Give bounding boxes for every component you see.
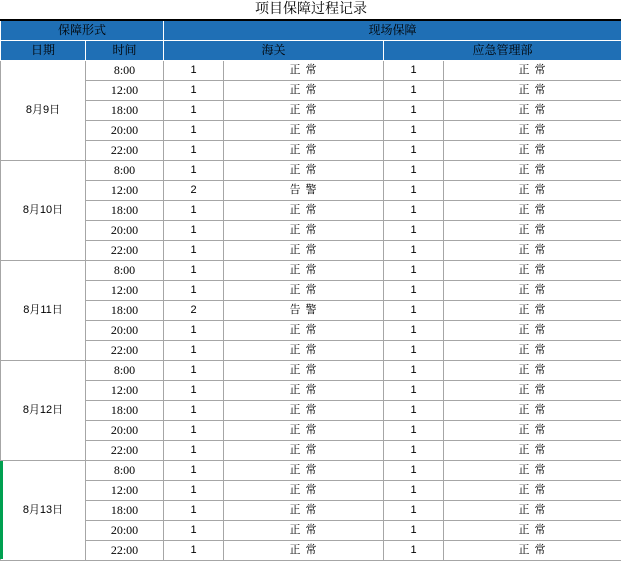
- customs-status-cell: 正 常: [224, 81, 384, 101]
- time-cell: 12:00: [86, 481, 164, 501]
- emergency-status-cell: 正 常: [444, 321, 621, 341]
- time-cell: 20:00: [86, 521, 164, 541]
- time-cell: 22:00: [86, 541, 164, 561]
- time-cell: 22:00: [86, 141, 164, 161]
- row-marker-strip: [0, 461, 3, 559]
- time-cell: 20:00: [86, 421, 164, 441]
- emergency-count-cell: 1: [384, 221, 444, 241]
- emergency-count-cell: 1: [384, 201, 444, 221]
- emergency-status-cell: 正 常: [444, 241, 621, 261]
- emergency-count-cell: 1: [384, 61, 444, 81]
- emergency-count-cell: 1: [384, 141, 444, 161]
- time-cell: 22:00: [86, 441, 164, 461]
- emergency-count-cell: 1: [384, 521, 444, 541]
- table-row: [1, 181, 621, 201]
- customs-status-cell: 告 警: [224, 181, 384, 201]
- emergency-status-cell: 正 常: [444, 281, 621, 301]
- time-cell: 18:00: [86, 401, 164, 421]
- table-row: [1, 261, 621, 281]
- customs-count-cell: 1: [164, 401, 224, 421]
- customs-count-cell: 1: [164, 221, 224, 241]
- emergency-status-cell: 正 常: [444, 61, 621, 81]
- customs-status-cell: 正 常: [224, 141, 384, 161]
- time-cell: 12:00: [86, 181, 164, 201]
- customs-count-cell: 1: [164, 341, 224, 361]
- customs-status-cell: 正 常: [224, 321, 384, 341]
- emergency-status-cell: 正 常: [444, 461, 621, 481]
- emergency-count-cell: 1: [384, 321, 444, 341]
- table-row: [1, 381, 621, 401]
- time-cell: 8:00: [86, 461, 164, 481]
- table-row: [1, 441, 621, 461]
- time-cell: 8:00: [86, 161, 164, 181]
- header-onsite-support: 现场保障: [164, 20, 621, 41]
- time-cell: 20:00: [86, 221, 164, 241]
- customs-status-cell: 正 常: [224, 101, 384, 121]
- emergency-count-cell: 1: [384, 381, 444, 401]
- emergency-status-cell: 正 常: [444, 381, 621, 401]
- customs-status-cell: 正 常: [224, 221, 384, 241]
- title-row: [1, 0, 621, 20]
- date-cell: 8月12日: [1, 361, 86, 461]
- customs-count-cell: 1: [164, 461, 224, 481]
- customs-status-cell: 正 常: [224, 341, 384, 361]
- emergency-status-cell: 正 常: [444, 121, 621, 141]
- customs-status-cell: 正 常: [224, 241, 384, 261]
- emergency-count-cell: 1: [384, 421, 444, 441]
- emergency-count-cell: 1: [384, 501, 444, 521]
- emergency-status-cell: 正 常: [444, 441, 621, 461]
- customs-count-cell: 1: [164, 141, 224, 161]
- emergency-count-cell: 1: [384, 401, 444, 421]
- emergency-status-cell: 正 常: [444, 221, 621, 241]
- table-row: [1, 221, 621, 241]
- table-row: [1, 321, 621, 341]
- emergency-count-cell: 1: [384, 261, 444, 281]
- emergency-status-cell: 正 常: [444, 541, 621, 561]
- customs-count-cell: 1: [164, 521, 224, 541]
- header-customs: 海关: [164, 41, 384, 61]
- table-row: [1, 341, 621, 361]
- emergency-status-cell: 正 常: [444, 201, 621, 221]
- customs-count-cell: 1: [164, 121, 224, 141]
- customs-count-cell: 1: [164, 101, 224, 121]
- emergency-status-cell: 正 常: [444, 361, 621, 381]
- emergency-count-cell: 1: [384, 461, 444, 481]
- emergency-status-cell: 正 常: [444, 521, 621, 541]
- time-cell: 8:00: [86, 361, 164, 381]
- table-row: [1, 361, 621, 381]
- table-row: [1, 461, 621, 481]
- header-form-type: 保障形式: [1, 20, 164, 41]
- time-cell: 18:00: [86, 101, 164, 121]
- table-row: [1, 301, 621, 321]
- customs-status-cell: 正 常: [224, 501, 384, 521]
- customs-status-cell: 正 常: [224, 481, 384, 501]
- customs-count-cell: 1: [164, 541, 224, 561]
- time-cell: 20:00: [86, 121, 164, 141]
- customs-status-cell: 正 常: [224, 361, 384, 381]
- header-row-1: [1, 20, 621, 41]
- table-row: [1, 421, 621, 441]
- customs-count-cell: 1: [164, 381, 224, 401]
- table-row: [1, 121, 621, 141]
- customs-status-cell: 正 常: [224, 281, 384, 301]
- customs-count-cell: 1: [164, 241, 224, 261]
- customs-count-cell: 2: [164, 301, 224, 321]
- emergency-count-cell: 1: [384, 161, 444, 181]
- customs-status-cell: 正 常: [224, 401, 384, 421]
- header-date: 日期: [1, 41, 86, 61]
- customs-count-cell: 1: [164, 61, 224, 81]
- emergency-status-cell: 正 常: [444, 81, 621, 101]
- table-row: [1, 481, 621, 501]
- table-row: [1, 281, 621, 301]
- customs-status-cell: 正 常: [224, 61, 384, 81]
- customs-count-cell: 1: [164, 281, 224, 301]
- emergency-status-cell: 正 常: [444, 261, 621, 281]
- table-row: [1, 101, 621, 121]
- emergency-count-cell: 1: [384, 81, 444, 101]
- customs-status-cell: 正 常: [224, 121, 384, 141]
- time-cell: 8:00: [86, 261, 164, 281]
- customs-count-cell: 2: [164, 181, 224, 201]
- customs-status-cell: 正 常: [224, 421, 384, 441]
- emergency-count-cell: 1: [384, 361, 444, 381]
- time-cell: 18:00: [86, 501, 164, 521]
- time-cell: 12:00: [86, 381, 164, 401]
- customs-count-cell: 1: [164, 441, 224, 461]
- customs-status-cell: 正 常: [224, 441, 384, 461]
- emergency-status-cell: 正 常: [444, 501, 621, 521]
- emergency-count-cell: 1: [384, 121, 444, 141]
- table-row: [1, 201, 621, 221]
- emergency-status-cell: 正 常: [444, 341, 621, 361]
- customs-count-cell: 1: [164, 421, 224, 441]
- emergency-count-cell: 1: [384, 101, 444, 121]
- header-time: 时间: [86, 41, 164, 61]
- emergency-count-cell: 1: [384, 181, 444, 201]
- emergency-count-cell: 1: [384, 341, 444, 361]
- customs-status-cell: 正 常: [224, 521, 384, 541]
- customs-count-cell: 1: [164, 81, 224, 101]
- customs-count-cell: 1: [164, 201, 224, 221]
- page-title: 项目保障过程记录: [1, 0, 621, 20]
- emergency-status-cell: 正 常: [444, 181, 621, 201]
- customs-status-cell: 正 常: [224, 461, 384, 481]
- emergency-status-cell: 正 常: [444, 481, 621, 501]
- customs-status-cell: 正 常: [224, 541, 384, 561]
- table-row: [1, 501, 621, 521]
- customs-count-cell: 1: [164, 361, 224, 381]
- customs-status-cell: 正 常: [224, 381, 384, 401]
- emergency-status-cell: 正 常: [444, 161, 621, 181]
- date-cell: 8月13日: [1, 461, 86, 561]
- time-cell: 12:00: [86, 81, 164, 101]
- emergency-count-cell: 1: [384, 441, 444, 461]
- date-cell: 8月9日: [1, 61, 86, 161]
- emergency-status-cell: 正 常: [444, 401, 621, 421]
- header-row-2: [1, 41, 621, 61]
- time-cell: 22:00: [86, 341, 164, 361]
- table-row: [1, 141, 621, 161]
- date-cell: 8月11日: [1, 261, 86, 361]
- time-cell: 22:00: [86, 241, 164, 261]
- emergency-status-cell: 正 常: [444, 101, 621, 121]
- table-row: [1, 541, 621, 561]
- emergency-status-cell: 正 常: [444, 301, 621, 321]
- customs-count-cell: 1: [164, 161, 224, 181]
- emergency-count-cell: 1: [384, 301, 444, 321]
- time-cell: 18:00: [86, 301, 164, 321]
- customs-status-cell: 正 常: [224, 161, 384, 181]
- table-row: [1, 401, 621, 421]
- time-cell: 8:00: [86, 61, 164, 81]
- customs-count-cell: 1: [164, 321, 224, 341]
- date-cell: 8月10日: [1, 161, 86, 261]
- customs-count-cell: 1: [164, 501, 224, 521]
- customs-status-cell: 正 常: [224, 261, 384, 281]
- emergency-status-cell: 正 常: [444, 421, 621, 441]
- table-row: [1, 81, 621, 101]
- customs-count-cell: 1: [164, 481, 224, 501]
- table-row: [1, 241, 621, 261]
- emergency-count-cell: 1: [384, 281, 444, 301]
- table-row: [1, 61, 621, 81]
- emergency-status-cell: 正 常: [444, 141, 621, 161]
- time-cell: 18:00: [86, 201, 164, 221]
- time-cell: 20:00: [86, 321, 164, 341]
- customs-status-cell: 告 警: [224, 301, 384, 321]
- time-cell: 12:00: [86, 281, 164, 301]
- customs-count-cell: 1: [164, 261, 224, 281]
- table-row: [1, 161, 621, 181]
- emergency-count-cell: 1: [384, 541, 444, 561]
- header-emergency-dept: 应急管理部: [384, 41, 621, 61]
- table-row: [1, 521, 621, 541]
- emergency-count-cell: 1: [384, 481, 444, 501]
- customs-status-cell: 正 常: [224, 201, 384, 221]
- emergency-count-cell: 1: [384, 241, 444, 261]
